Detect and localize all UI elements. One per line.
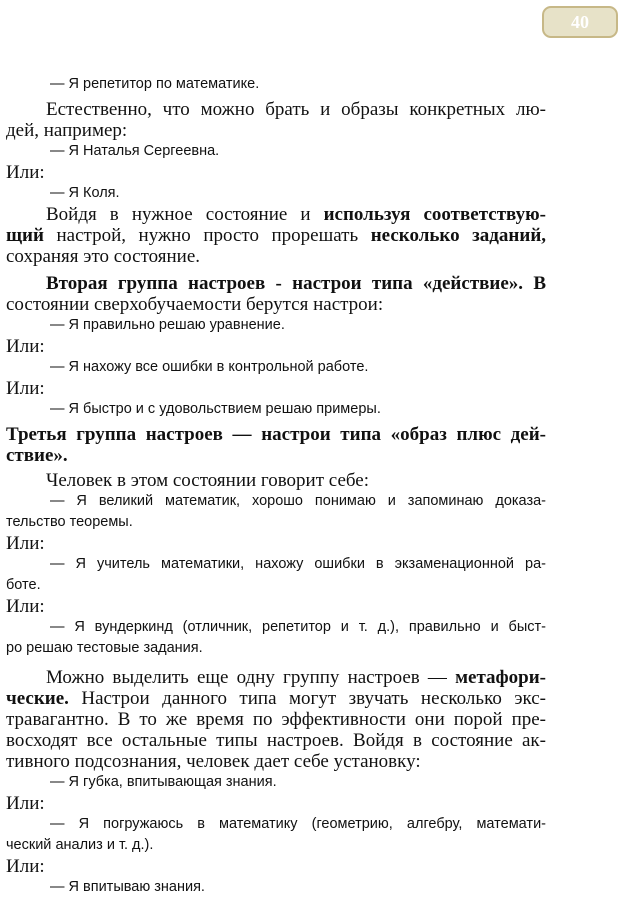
quote-line: — Я губка, впитывающая знания. (50, 774, 277, 790)
or-label: Или: (6, 378, 45, 399)
or-label: Или: (6, 793, 45, 814)
quote-line: — Я нахожу все ошибки в контрольной работе. (50, 359, 369, 375)
bold-run: метафори- (455, 667, 546, 688)
quote-line: — Я великий математик, хорошо понимаю и запоминаю доказа- (50, 493, 546, 509)
quote-line: — Я Коля. (50, 185, 120, 201)
page-body (6, 74, 546, 898)
quote-line: — Я вундеркинд (отличник, репетитор и т. д.), правильно и быст- (50, 619, 546, 635)
paragraph-line: травагантно. В то же время по эффективности они порой пре- (6, 709, 546, 730)
paragraph-line: Человек в этом состоянии говорит себе: (46, 470, 370, 491)
text-run: настрой, нужно просто прорешать (43, 225, 371, 246)
quote-line: — Я Наталья Сергеевна. (50, 143, 220, 159)
text-run: Войдя в нужное состояние и (46, 204, 324, 225)
section-heading: ствие». (6, 445, 68, 466)
paragraph-line: состоянии сверхобучаемости берутся настрои: (6, 294, 384, 315)
section-heading: Вторая группа настроев - настрои типа «действие». В (46, 273, 546, 294)
paragraph-line (6, 225, 546, 246)
bold-run: используя соответствую- (323, 204, 546, 225)
or-label: Или: (6, 162, 45, 183)
section-heading: Третья группа настроев — настрои типа «образ плюс дей- (6, 424, 546, 445)
paragraph-line (6, 204, 546, 225)
paragraph-line: Естественно, что можно брать и образы конкретных лю- (46, 99, 546, 120)
quote-line: — Я учитель математики, нахожу ошибки в экзаменационной ра- (50, 556, 546, 572)
or-label: Или: (6, 856, 45, 877)
or-label: Или: (6, 533, 45, 554)
quote-line: — Я репетитор по математике. (50, 76, 260, 92)
paragraph-line: тивного подсознания, человек дает себе установку: (6, 751, 421, 772)
paragraph-line: восходят все остальные типы настроев. Войдя в состояние ак- (6, 730, 546, 751)
bold-run: щий (6, 225, 44, 246)
quote-line: тельство теоремы. (6, 514, 133, 530)
or-label: Или: (6, 336, 45, 357)
paragraph-line: дей, например: (6, 120, 128, 141)
quote-line: — Я быстро и с удовольствием решаю примеры. (50, 401, 381, 417)
quote-line: боте. (6, 577, 41, 593)
quote-line: ческий анализ и т. д.). (6, 837, 154, 853)
quote-line: — Я погружаюсь в математику (геометрию, алгебру, математи- (50, 816, 546, 832)
quote-line: — Я впитываю знания. (50, 879, 205, 895)
text-run: Настрои данного типа могут звучать несколько экс- (68, 688, 546, 709)
paragraph-line (6, 688, 546, 709)
quote-line: — Я правильно решаю уравнение. (50, 317, 285, 333)
bold-run: несколько заданий, (370, 225, 547, 246)
paragraph-line (6, 667, 546, 688)
text-run: Можно выделить еще одну группу настроев — (46, 667, 456, 688)
quote-line: ро решаю тестовые задания. (6, 640, 203, 656)
bold-run: ческие. (6, 688, 69, 709)
page-number-badge: 40 (542, 6, 618, 38)
paragraph-line: сохраняя это состояние. (6, 246, 201, 267)
or-label: Или: (6, 596, 45, 617)
